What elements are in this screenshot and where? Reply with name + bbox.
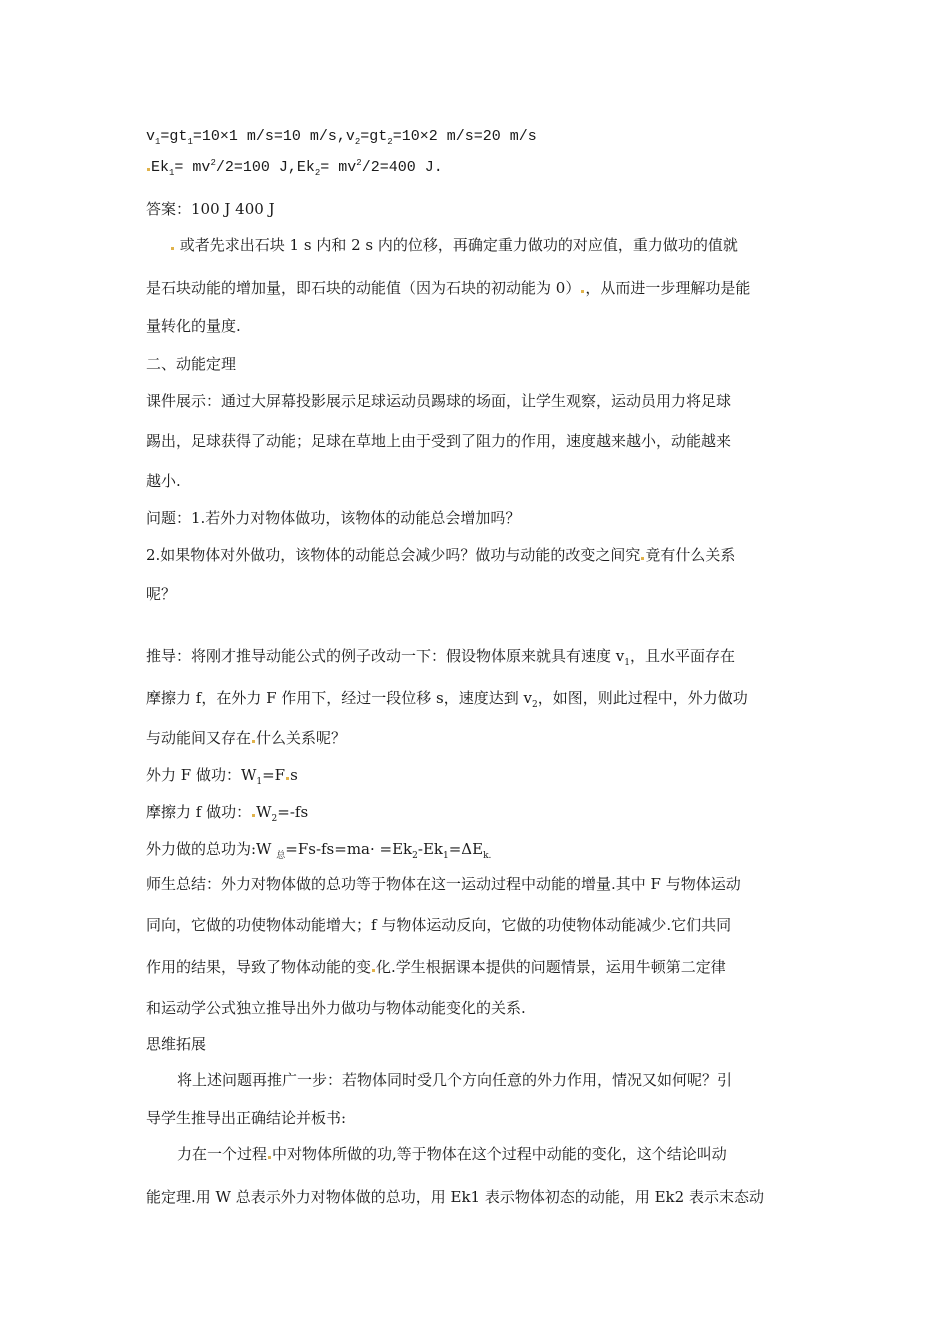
mark-dot	[268, 1156, 271, 1159]
derivation-line: 摩擦力 f，在外力 F 作用下，经过一段位移 s，速度达到 $v_2$，如图，则此过程中，外力做功	[146, 689, 748, 710]
derivation-line: 推导：将刚才推导动能公式的例子改动一下：假设物体原来就具有速度 $v_1$，且水平面存在	[146, 647, 735, 668]
summary-line: 师生总结：外力对物体做的总功等于物体在这一运动过程中动能的增量.其中 F 与物体运动	[146, 875, 741, 893]
mark-dot	[641, 557, 644, 560]
mark-dot	[286, 777, 289, 780]
paragraph-line: 能定理.用 W 总表示外力对物体做的总功，用 Ek1 表示物体初态的动能，用 Ek2 表示末态动	[146, 1188, 764, 1206]
mark-dot	[252, 740, 255, 743]
total-work-line: 外力做的总功为:W $_总=Fs-fs=ma\cdot =Ek_2-Ek_1=\Delta E_{k.}$	[146, 840, 492, 861]
paragraph-line: 量转化的量度.	[146, 317, 241, 335]
summary-line: 和运动学公式独立推导出外力做功与物体动能变化的关系.	[146, 999, 526, 1017]
derivation-line: 与动能间又存在 什么关系呢？	[146, 729, 347, 747]
work-force-line: 外力 F 做功：$W_1=F$ s	[146, 766, 298, 787]
question-line: 呢？	[146, 585, 177, 603]
question-line: 2.如果物体对外做功，该物体的动能总会减少吗？做功与动能的改变之间究 竟有什么关系	[146, 546, 736, 564]
question-line: 问题：1.若外力对物体做功，该物体的动能总会增加吗？	[146, 509, 521, 527]
summary-line: 作用的结果，导致了物体动能的变 化.学生根据课本提供的问题情景，运用牛顿第二定律	[146, 958, 726, 976]
paragraph-line: 或者先求出石块 1 s 内和 2 s 内的位移，再确定重力做功的对应值，重力做功的值就	[170, 235, 738, 255]
paragraph-line: 越小.	[146, 472, 181, 490]
paragraph-line: 将上述问题再推广一步：若物体同时受几个方向任意的外力作用，情况又如何呢？引	[177, 1071, 733, 1089]
kinetic-energy-equations: $Ek_1= mv^2/2=100$ $J,Ek_2= mv^2/2=400$ J.	[146, 158, 443, 178]
mark-dot	[147, 168, 150, 171]
paragraph-line: 导学生推导出正确结论并板书:	[146, 1109, 347, 1127]
mark-dot	[171, 247, 174, 250]
paragraph-line: 力在一个过程 中对物体所做的功,等于物体在这个过程中动能的变化，这个结论叫动	[177, 1145, 727, 1163]
paragraph-line: 是石块动能的增加量，即石块的动能值（因为石块的初动能为 0） ，从而进一步理解功是能	[146, 279, 751, 297]
paragraph-line: 踢出，足球获得了动能；足球在草地上由于受到了阻力的作用，速度越来越小，动能越来	[146, 432, 732, 450]
velocity-equations: $v_1=gt_1=10\times 1$ m/s=10 $m/s,v_2=gt_2=10\times 2$ m/s=20 m/s	[146, 128, 537, 147]
mark-dot	[372, 969, 375, 972]
section-heading: 思维拓展	[146, 1035, 207, 1053]
work-friction-line: 摩擦力 f 做功： $W_2=-fs$	[146, 803, 309, 824]
mark-dot	[252, 814, 255, 817]
answer-line: 答案：100 J 400 J	[146, 200, 275, 218]
mark-dot	[581, 290, 584, 293]
section-heading: 二、动能定理	[146, 355, 237, 373]
summary-line: 同向，它做的功使物体动能增大；f 与物体运动反向，它做的功使物体动能减少.它们共同	[146, 916, 732, 934]
paragraph-line: 课件展示：通过大屏幕投影展示足球运动员踢球的场面，让学生观察，运动员用力将足球	[146, 392, 732, 410]
